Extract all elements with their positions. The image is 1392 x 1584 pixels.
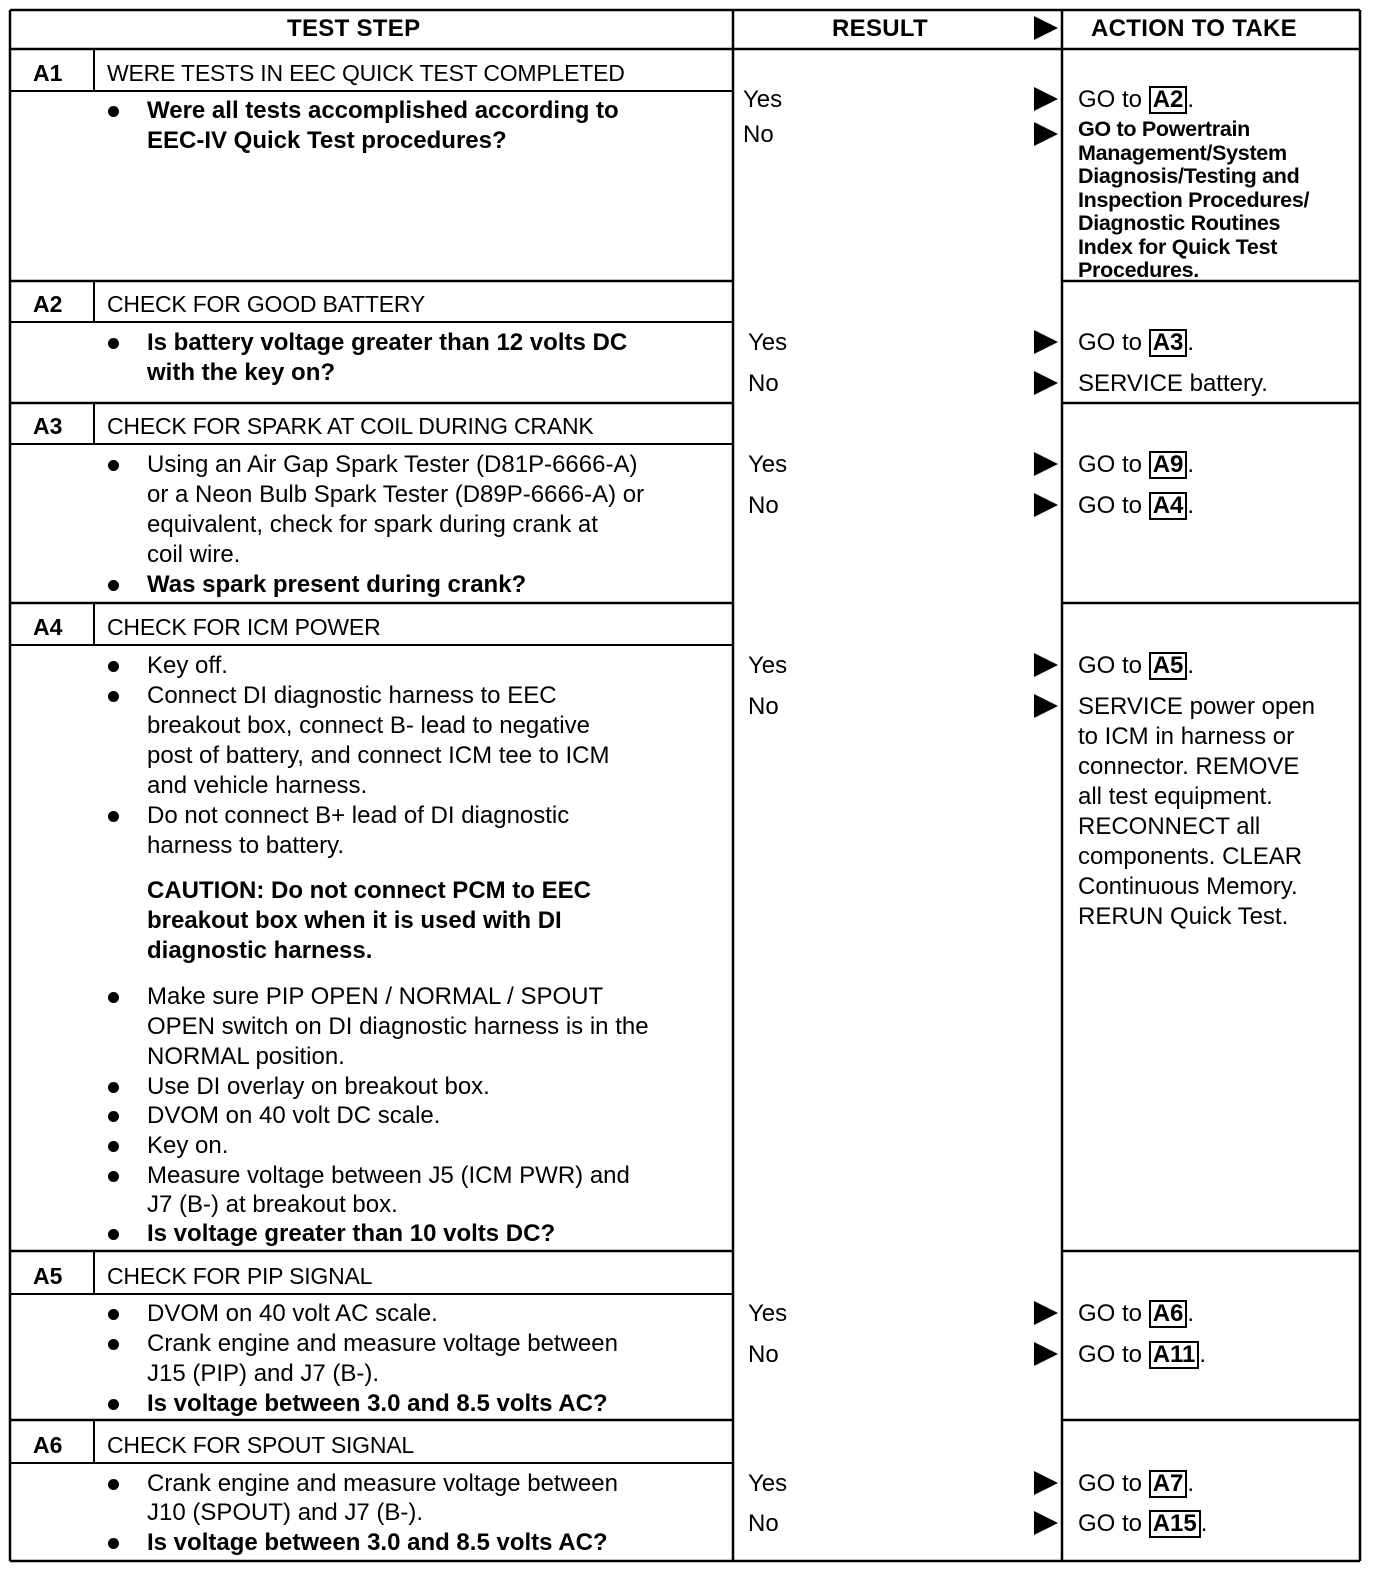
instruction-line: J10 (SPOUT) and J7 (B-).	[147, 1499, 424, 1526]
result-arrow-icon	[1034, 330, 1058, 354]
bullet-icon	[108, 1082, 119, 1093]
bold-instruction-line: Is voltage greater than 10 volts DC?	[147, 1220, 556, 1247]
action-suffix: .	[1187, 1470, 1195, 1497]
step-reference-link[interactable]: A9	[1149, 451, 1188, 479]
step-title: WERE TESTS IN EEC QUICK TEST COMPLETED	[107, 60, 625, 86]
result-no: No	[748, 1341, 779, 1368]
bullet-icon	[108, 460, 119, 471]
action-text-line: Diagnosis/Testing and	[1078, 164, 1300, 188]
bullet-icon	[108, 992, 119, 1003]
instruction-line: harness to battery.	[147, 832, 344, 859]
bold-instruction-line: diagnostic harness.	[147, 937, 373, 964]
step-reference-link[interactable]: A11	[1149, 1341, 1200, 1369]
instruction-line: or a Neon Bulb Spark Tester (D89P-6666-A) or	[147, 481, 645, 508]
action-suffix: .	[1187, 86, 1195, 113]
instruction-line: NORMAL position.	[147, 1043, 345, 1070]
step-title: CHECK FOR GOOD BATTERY	[107, 291, 426, 317]
action-text: SERVICE battery.	[1078, 370, 1268, 397]
step-id: A5	[33, 1263, 63, 1289]
step-id: A3	[33, 413, 63, 439]
action-suffix: .	[1200, 1510, 1208, 1537]
instruction-line: Crank engine and measure voltage between	[147, 1470, 618, 1497]
result-yes: Yes	[748, 1300, 788, 1327]
step-id: A6	[33, 1432, 63, 1458]
action-text-line: Management/System	[1078, 140, 1287, 165]
instruction-line: Make sure PIP OPEN / NORMAL / SPOUT	[147, 983, 604, 1010]
step-id: A4	[33, 614, 63, 640]
action-suffix: .	[1199, 1341, 1207, 1368]
instruction-line: Do not connect B+ lead of DI diagnostic	[147, 802, 570, 829]
action-goto	[1078, 491, 1194, 521]
action-suffix: .	[1187, 329, 1195, 356]
action-goto	[1078, 1509, 1207, 1539]
action-prefix: GO to	[1078, 86, 1149, 113]
step-title: CHECK FOR SPARK AT COIL DURING CRANK	[107, 413, 594, 439]
step-reference-link[interactable]: A15	[1149, 1510, 1201, 1538]
action-text-line: Procedures.	[1078, 258, 1199, 282]
result-arrow-icon	[1034, 1471, 1058, 1495]
result-arrow-icon	[1034, 694, 1058, 718]
bullet-icon	[108, 1111, 119, 1122]
instruction-line: Key on.	[147, 1132, 229, 1159]
action-goto	[1078, 1469, 1194, 1499]
action-goto	[1078, 1340, 1206, 1370]
result-yes: Yes	[743, 86, 783, 113]
step-reference-link[interactable]: A3	[1149, 329, 1188, 357]
result-arrow-icon	[1034, 1342, 1058, 1366]
result-arrow-icon	[1034, 1301, 1058, 1325]
action-text-line: Diagnostic Routines	[1078, 211, 1281, 235]
action-prefix: GO to	[1078, 451, 1149, 478]
result-arrow-icon	[1034, 371, 1058, 395]
step-reference-link[interactable]: A7	[1149, 1470, 1188, 1498]
bullet-icon	[108, 811, 119, 822]
action-text-line: RECONNECT all	[1078, 813, 1261, 840]
bold-instruction-line: with the key on?	[147, 359, 336, 386]
action-goto	[1078, 85, 1194, 115]
result-arrow-icon	[1034, 87, 1058, 111]
result-arrow-icon	[1034, 653, 1058, 677]
bullet-icon	[108, 1309, 119, 1320]
bold-instruction-line: breakout box when it is used with DI	[147, 907, 562, 934]
header-result: RESULT	[832, 15, 929, 42]
action-goto	[1078, 1299, 1194, 1329]
action-text-line: GO to Powertrain	[1078, 117, 1250, 141]
action-prefix: GO to	[1078, 1510, 1149, 1537]
action-prefix: GO to	[1078, 492, 1149, 519]
step-title: CHECK FOR ICM POWER	[107, 614, 381, 640]
action-suffix: .	[1187, 1300, 1195, 1327]
result-arrow-icon	[1034, 493, 1058, 517]
bullet-icon	[108, 1479, 119, 1490]
action-goto	[1078, 651, 1194, 681]
step-title: CHECK FOR SPOUT SIGNAL	[107, 1432, 415, 1458]
result-no: No	[748, 693, 779, 720]
instruction-line: breakout box, connect B- lead to negative	[147, 712, 590, 739]
action-text-line: SERVICE power open	[1078, 693, 1316, 720]
bullet-icon	[108, 1339, 119, 1350]
action-suffix: .	[1187, 451, 1195, 478]
instruction-line: coil wire.	[147, 541, 241, 568]
step-title: CHECK FOR PIP SIGNAL	[107, 1263, 373, 1289]
result-no: No	[748, 370, 779, 397]
instruction-line: Crank engine and measure voltage between	[147, 1330, 618, 1357]
instruction-line: J7 (B-) at breakout box.	[147, 1191, 398, 1218]
instruction-line: equivalent, check for spark during crank at	[147, 511, 598, 538]
bullet-icon	[108, 1399, 119, 1410]
result-yes: Yes	[748, 652, 788, 679]
bullet-icon	[108, 1229, 119, 1240]
result-arrow-icon	[1034, 16, 1058, 40]
result-no: No	[743, 121, 774, 148]
bullet-icon	[108, 691, 119, 702]
step-reference-link[interactable]: A5	[1149, 652, 1188, 680]
header-test-step: TEST STEP	[287, 15, 421, 42]
bold-instruction-line: Is battery voltage greater than 12 volts DC	[147, 329, 628, 356]
bullet-icon	[108, 338, 119, 349]
instruction-line: post of battery, and connect ICM tee to ICM	[147, 742, 610, 769]
action-prefix: GO to	[1078, 1341, 1149, 1368]
action-prefix: GO to	[1078, 329, 1149, 356]
instruction-line: Use DI overlay on breakout box.	[147, 1073, 490, 1100]
action-suffix: .	[1187, 492, 1195, 519]
action-text-line: to ICM in harness or	[1078, 723, 1295, 750]
result-no: No	[748, 1510, 779, 1537]
instruction-line: Using an Air Gap Spark Tester (D81P-6666-A)	[147, 451, 638, 478]
bold-instruction-line: Was spark present during crank?	[147, 571, 527, 598]
bold-instruction-line: Is voltage between 3.0 and 8.5 volts AC?	[147, 1390, 608, 1417]
result-yes: Yes	[748, 1470, 788, 1497]
bullet-icon	[108, 1171, 119, 1182]
instruction-line: DVOM on 40 volt DC scale.	[147, 1102, 441, 1129]
instruction-line: and vehicle harness.	[147, 772, 368, 799]
result-arrow-icon	[1034, 1511, 1058, 1535]
action-prefix: GO to	[1078, 1300, 1149, 1327]
action-prefix: GO to	[1078, 652, 1149, 679]
header-action-to-take: ACTION TO TAKE	[1091, 15, 1297, 42]
instruction-line: J15 (PIP) and J7 (B-).	[147, 1360, 380, 1387]
result-yes: Yes	[748, 329, 788, 356]
result-arrow-icon	[1034, 452, 1058, 476]
instruction-line: DVOM on 40 volt AC scale.	[147, 1300, 438, 1327]
instruction-line: Measure voltage between J5 (ICM PWR) and	[147, 1162, 630, 1189]
step-reference-link[interactable]: A2	[1149, 86, 1188, 114]
action-text-line: Index for Quick Test	[1078, 234, 1278, 259]
bullet-icon	[108, 661, 119, 672]
step-id: A1	[33, 60, 63, 86]
step-reference-link[interactable]: A6	[1149, 1300, 1188, 1328]
action-text-line: connector. REMOVE	[1078, 753, 1300, 780]
action-prefix: GO to	[1078, 1470, 1149, 1497]
instruction-line: OPEN switch on DI diagnostic harness is in the	[147, 1013, 649, 1040]
bold-instruction-line: EEC-IV Quick Test procedures?	[147, 127, 507, 154]
bold-instruction-line: CAUTION: Do not connect PCM to EEC	[147, 877, 591, 904]
bullet-icon	[108, 580, 119, 591]
bullet-icon	[108, 1141, 119, 1152]
step-id: A2	[33, 291, 63, 317]
action-text-line: Continuous Memory.	[1078, 873, 1298, 900]
instruction-line: Connect DI diagnostic harness to EEC	[147, 682, 557, 709]
action-text-line: Inspection Procedures/	[1078, 187, 1310, 212]
bold-instruction-line: Is voltage between 3.0 and 8.5 volts AC?	[147, 1529, 608, 1556]
bullet-icon	[108, 1538, 119, 1549]
result-no: No	[748, 492, 779, 519]
bold-instruction-line: Were all tests accomplished according to	[147, 97, 619, 124]
action-suffix: .	[1187, 652, 1195, 679]
action-text-line: all test equipment.	[1078, 783, 1273, 810]
action-text-line: RERUN Quick Test.	[1078, 903, 1289, 930]
bullet-icon	[108, 106, 119, 117]
instruction-line: Key off.	[147, 652, 228, 679]
result-arrow-icon	[1034, 122, 1058, 146]
action-goto	[1078, 328, 1194, 358]
action-text-line: components. CLEAR	[1078, 843, 1303, 870]
step-reference-link[interactable]: A4	[1149, 492, 1188, 520]
action-goto	[1078, 450, 1194, 480]
result-yes: Yes	[748, 451, 788, 478]
